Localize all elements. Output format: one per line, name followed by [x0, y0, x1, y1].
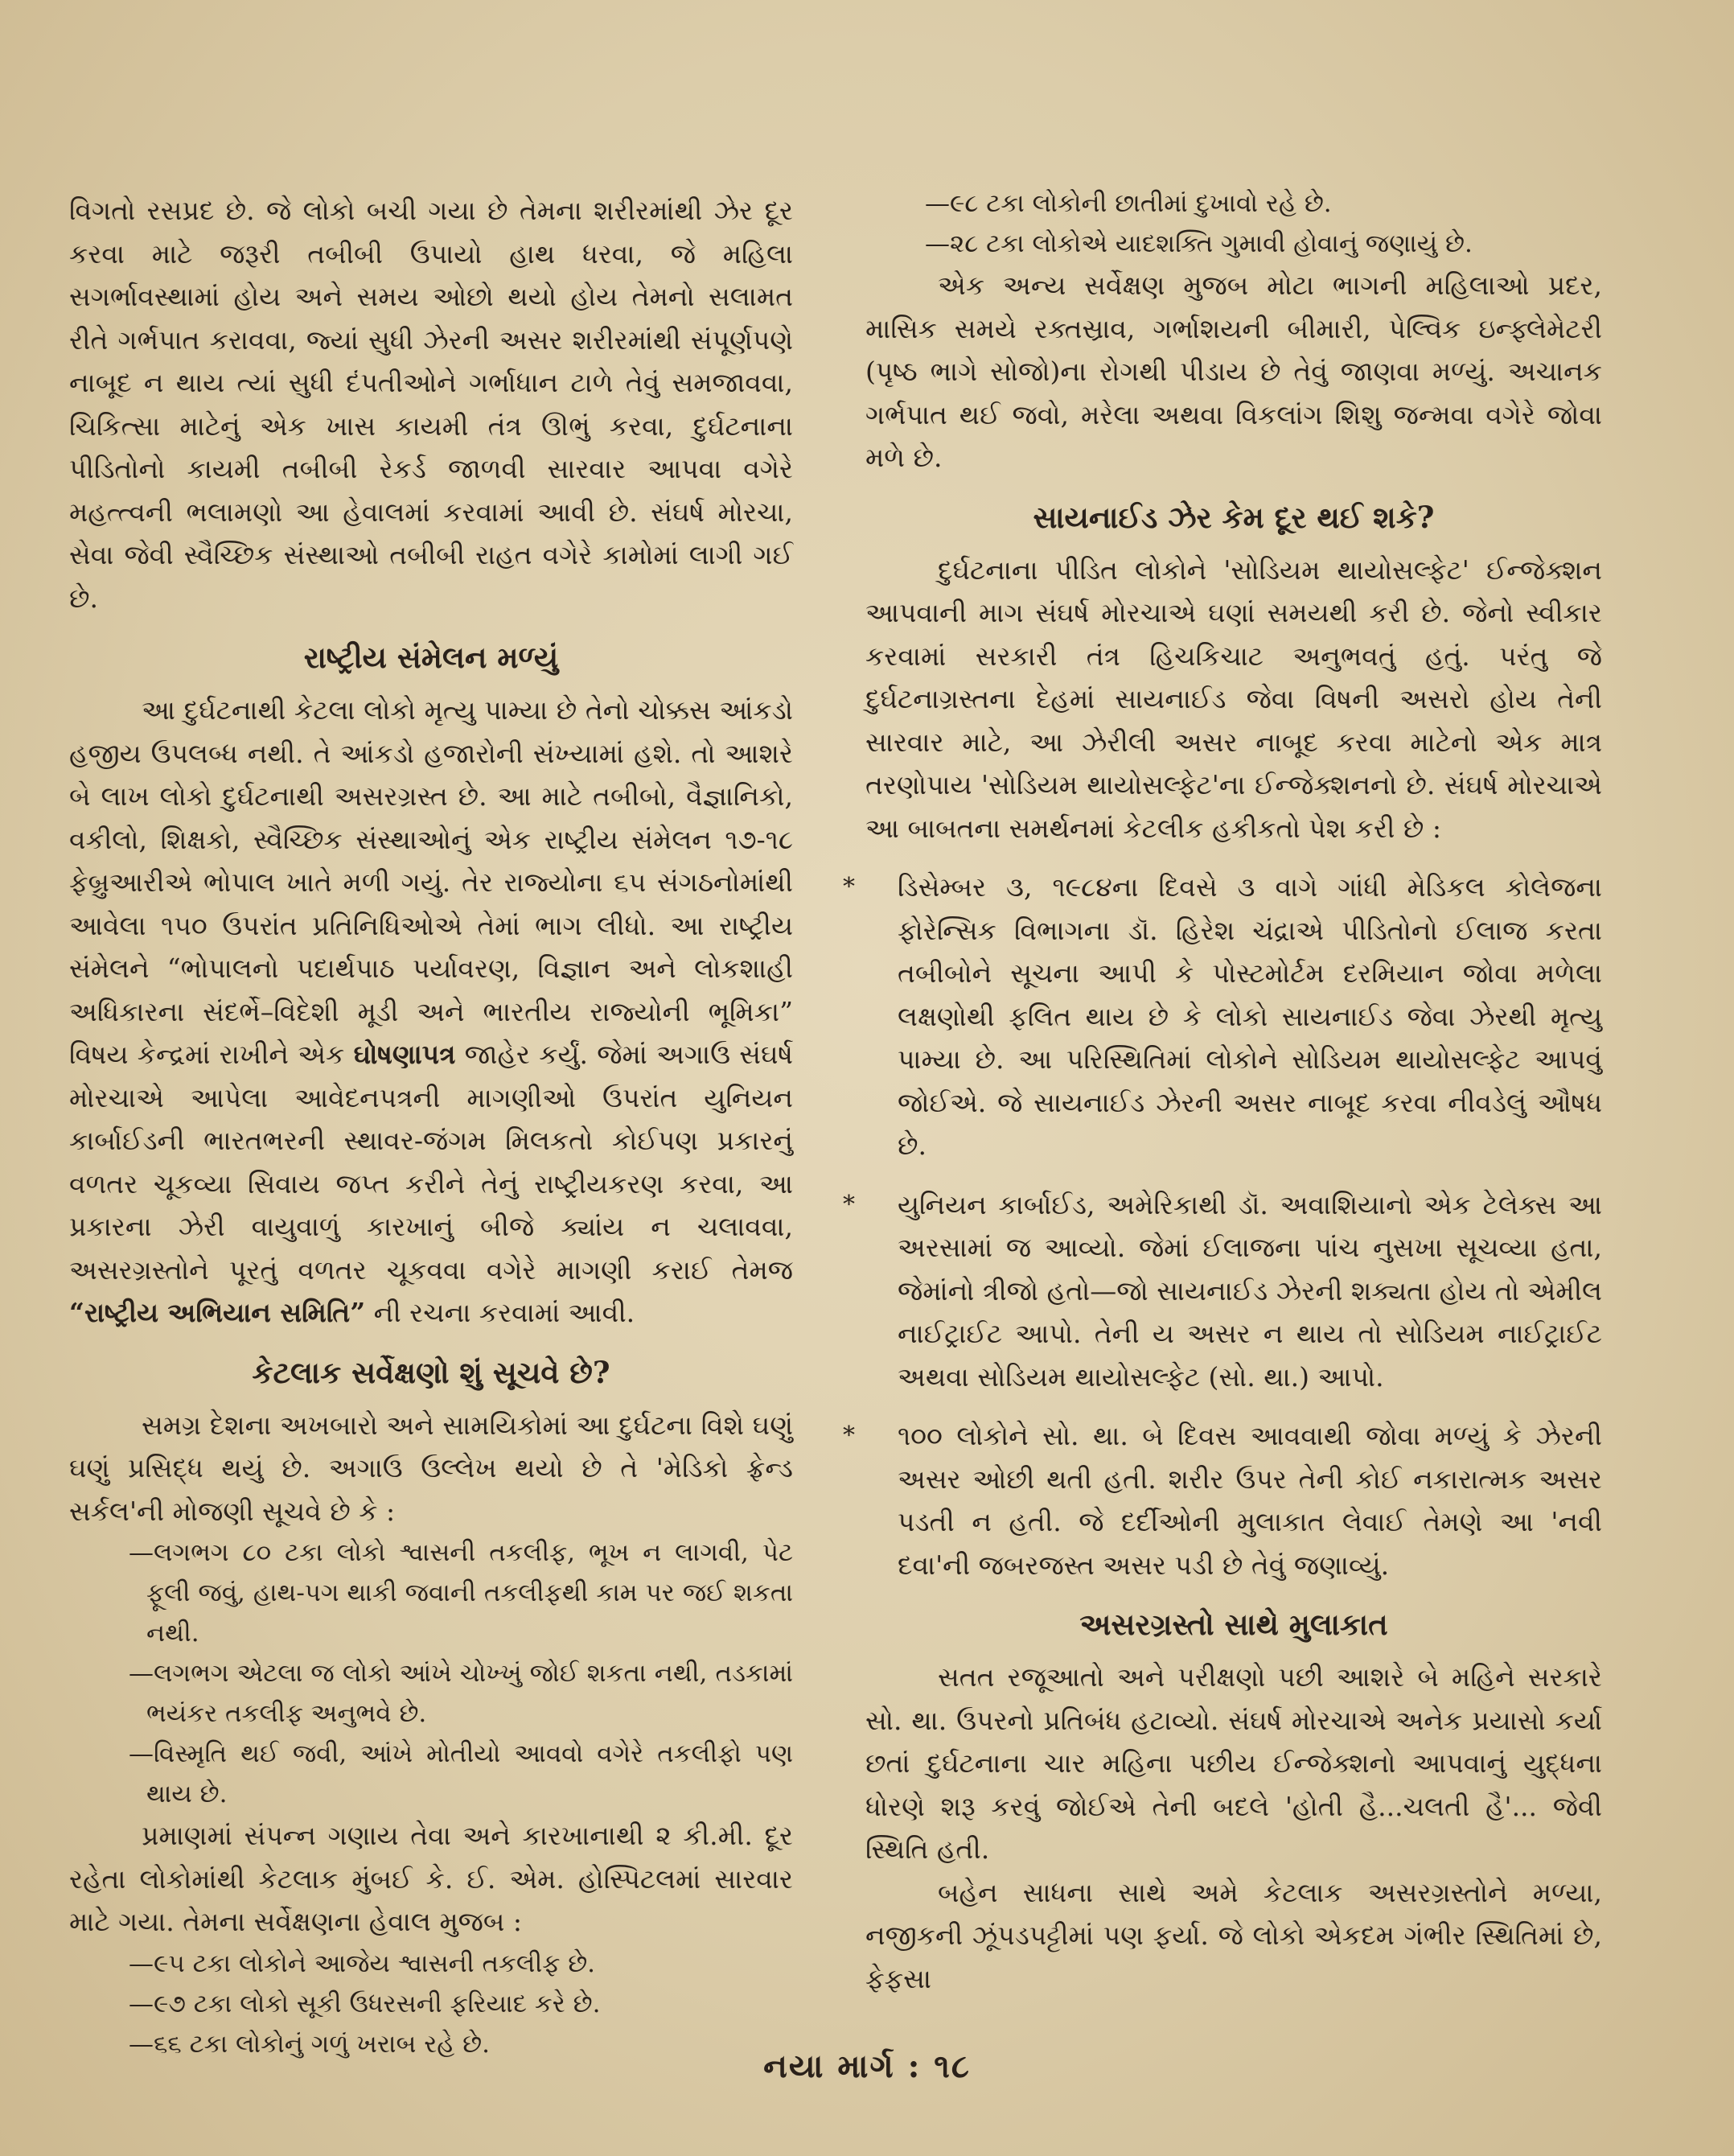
bullet-item	[843, 1414, 1602, 1586]
bullet-item	[843, 1183, 1602, 1399]
asterisk-icon: *	[843, 1422, 855, 1450]
section-heading: રાષ્ટ્રીય સંમેલન મળ્યું	[303, 640, 559, 675]
left-column	[69, 189, 793, 2064]
list-item: —લગભગ ૮૦ ટકા લોકો શ્વાસની તકલીફ, ભૂખ ન લાગવી, પેટ ફૂલી જવું, હાથ-પગ થાકી જવાની તકલીફથી કામ પર જઈ શકતા નથી.	[129, 1538, 793, 1648]
paragraph: દુર્ઘટનાના પીડિત લોકોને 'સોડિયમ થાયોસલ્ફેટ' ઈન્જેક્શન આપવાની માગ સંઘર્ષ મોરચાએ ઘણાં સમયથી કરી છે. જેનો સ્વીકાર કરવામાં સરકારી તંત્ર હિચકિચાટ અનુભવતું હતું. પરંતુ જે દુર્ઘટનાગ્રસ્તના દેહમાં સાયનાઈડ જેવા વિષની અસરો હોય તેની સારવાર માટે, આ ઝેરીલી અસર નાબૂદ કરવા માટેનો એક માત્ર તરણોપાય 'સોડિયમ થાયોસલ્ફેટ'ના ઈન્જેક્શનનો છે. સંઘર્ષ મોરચાએ આ બાબતના સમર્થનમાં કેટલીક હકીકતો પેશ કરી છે :	[865, 553, 1602, 844]
list-item: —વિસ્મૃતિ થઈ જવી, આંખે મોતીયો આવવો વગેરે તકલીફો પણ થાય છે.	[129, 1739, 793, 1808]
list-item: —૯૭ ટકા લોકો સૂકી ઉધરસની ફરિયાદ કરે છે.	[129, 1989, 601, 2018]
paragraph: એક અન્ય સર્વેક્ષણ મુજબ મોટા ભાગની મહિલાઓ પ્રદર, માસિક સમયે રક્તસ્રાવ, ગર્ભાશયની બીમારી, પેલ્વિક ઇન્ફ્લેમેટરી (પૃષ્ઠ ભાગે સોજો)ના રોગથી પીડાય છે તેવું જાણવા મળ્યું. અચાનક ગર્ભપાત થઈ જવો, મરેલા અથવા વિકલાંગ શિશુ જન્મવા વગેરે જોવા મળે છે.	[865, 270, 1602, 473]
section-heading: અસરગ્રસ્તો સાથે મુલાકાત	[1079, 1607, 1388, 1642]
asterisk-icon: *	[843, 873, 855, 901]
list-item: —૬૬ ટકા લોકોનું ગળું ખરાબ રહે છે.	[129, 2029, 490, 2059]
bullet-text: ડિસેમ્બર ૩, ૧૯૮૪ના દિવસે ૩ વાગે ગાંધી મેડિકલ કોલેજના ફોરેન્સિક વિભાગના ડૉ. હિરેશ ચંદ્રાએ પીડિતોનો ઈલાજ કરતા તબીબોને સૂચના આપી કે પોસ્ટમોર્ટમ દરમિયાન જોવા મળેલા લક્ષણોથી ફલિત થાય છે કે લોકો સાયનાઈડ જેવા ઝેરથી મૃત્યુ પામ્યા છે. આ પરિસ્થિતિમાં લોકોને સોડિયમ થાયોસલ્ફેટ આપવું જોઈએ. જે સાયનાઈડ ઝેરની અસર નાબૂદ કરવા નીવડેલું ઔષધ છે.	[898, 871, 1602, 1161]
asterisk-icon: *	[843, 1190, 855, 1219]
paragraph: સતત રજૂઆતો અને પરીક્ષણો પછી આશરે બે મહિને સરકારે સો. થા. ઉપરનો પ્રતિબંધ હટાવ્યો. સંઘર્ષ મોરચાએ અનેક પ્રયાસો કર્યા છતાં દુર્ઘટનાના ચાર મહિના પછીય ઈન્જેક્શનો આપવાનું યુદ્ધના ધોરણે શરૂ કરવું જોઈએ તેની બદલે 'હોતી હૈ...ચલતી હૈ'... જેવી સ્થિતિ હતી.	[865, 1661, 1602, 1865]
paragraph: વિગતો રસપ્રદ છે. જે લોકો બચી ગયા છે તેમના શરીરમાંથી ઝેર દૂર કરવા માટે જરૂરી તબીબી ઉપાયો હાથ ધરવા, જે મહિલા સગર્ભાવસ્થામાં હોય અને સમય ઓછો થયો હોય તેમનો સલામત રીતે ગર્ભપાત કરાવવા, જ્યાં સુધી ઝેરની અસર શરીરમાંથી સંપૂર્ણપણે નાબૂદ ન થાય ત્યાં સુધી દંપતીઓને ગર્ભાધાન ટાળે તેવું સમજાવવા, ચિકિત્સા માટેનું એક ખાસ કાયમી તંત્ર ઊભું કરવા, દુર્ઘટનાના પીડિતોનો કાયમી તબીબી રેકર્ડ જાળવી સારવાર આપવા વગેરે મહત્ત્વની ભલામણો આ હેવાલમાં કરવામાં આવી છે. સંઘર્ષ મોરચા, સેવા જેવી સ્વૈચ્છિક સંસ્થાઓ તબીબી રાહત વગેરે કામોમાં લાગી ગઈ છે.	[69, 195, 793, 614]
list-item: —૯૮ ટકા લોકોની છાતીમાં દુખાવો રહે છે.	[925, 189, 1332, 218]
paragraph: આ દુર્ઘટનાથી કેટલા લોકો મૃત્યુ પામ્યા છે તેનો ચોક્કસ આંકડો હજીય ઉપલબ્ધ નથી. તે આંકડો હજારોની સંખ્યામાં હશે. તો આશરે બે લાખ લોકો દુર્ઘટનાથી અસરગ્રસ્ત છે. આ માટે તબીબો, વૈજ્ઞાનિકો, વકીલો, શિક્ષકો, સ્વૈચ્છિક સંસ્થાઓનું એક રાષ્ટ્રીય સંમેલન ૧૭-૧૮ ફેબ્રુઆરીએ ભોપાલ ખાતે મળી ગયું. તેર રાજ્યોના ૬૫ સંગઠનોમાંથી આવેલા ૧૫૦ ઉપરાંત પ્રતિનિધિઓએ તેમાં ભાગ લીધો. આ રાષ્ટ્રીય સંમેલને “ભોપાલનો પદાર્થપાઠ પર્યાવરણ, વિજ્ઞાન અને લોકશાહી અધિકારના સંદર્ભે–વિદેશી મૂડી અને ભારતીય રાજ્યોની ભૂમિકા” વિષય કેન્દ્રમાં રાખીને એક ઘોષણાપત્ર જાહેર કર્યું. જેમાં અગાઉ સંઘર્ષ મોરચાએ આપેલા આવેદનપત્રની માગણીઓ ઉપરાંત યુનિયન કાર્બાઈડની ભારતભરની સ્થાવર-જંગમ મિલકતો કોઈપણ પ્રકારનું વળતર ચૂકવ્યા સિવાય જપ્ત કરીને તેનું રાષ્ટ્રીયકરણ કરવા, આ પ્રકારના ઝેરી વાયુવાળું કારખાનું બીજે ક્યાંય ન ચલાવવા, અસરગ્રસ્તોને પૂરતું વળતર ચૂકવવા વગેરે માગણી કરાઈ તેમજ “રાષ્ટ્રીય અભિયાન સમિતિ” ની રચના કરવામાં આવી.	[69, 694, 793, 1328]
list-item: —૨૮ ટકા લોકોએ યાદશક્તિ ગુમાવી હોવાનું જણાયું છે.	[925, 229, 1473, 258]
section-heading: કેટલાક સર્વેક્ષણો શું સૂચવે છે?	[252, 1354, 610, 1390]
bullet-text: યુનિયન કાર્બાઈડ, અમેરિકાથી ડૉ. અવાશિયાનો એક ટેલેક્સ આ અરસામાં જ આવ્યો. જેમાં ઈલાજના પાંચ નુસખા સૂચવ્યા હતા, જેમાંનો ત્રીજો હતો—જો સાયનાઈડ ઝેરની શક્યતા હોય તો એમીલ નાઈટ્રાઈટ આપો. તેની ય અસર ન થાય તો સોડિયમ નાઈટ્રાઈટ અથવા સોડિયમ થાયોસલ્ફેટ (સો. થા.) આપો.	[898, 1188, 1602, 1393]
list-item: —૯૫ ટકા લોકોને આજેય શ્વાસની તકલીફ છે.	[129, 1948, 596, 1978]
list-item: —લગભગ એટલા જ લોકો આંખે ચોખ્ખું જોઈ શકતા નથી, તડકામાં ભયંકર તકલીફ અનુભવે છે.	[129, 1659, 793, 1728]
page-footer: નયા માર્ગ : ૧૮	[763, 2047, 971, 2085]
paragraph: પ્રમાણમાં સંપન્ન ગણાય તેવા અને કારખાનાથી ૨ કી.મી. દૂર રહેતા લોકોમાંથી કેટલાક મુંબઈ કે. ઈ. એમ. હોસ્પિટલમાં સારવાર માટે ગયા. તેમના સર્વેક્ષણના હેવાલ મુજબ :	[69, 1820, 793, 1937]
bold-term: ઘોષણાપત્ર	[353, 1039, 456, 1070]
right-column	[843, 183, 1602, 2000]
paragraph: બહેન સાધના સાથે અમે કેટલાક અસરગ્રસ્તોને મળ્યા, નજીકની ઝૂંપડપટ્ટીમાં પણ ફર્યા. જે લોકો એકદમ ગંભીર સ્થિતિમાં છે, ફેફસા	[865, 1876, 1602, 1994]
bullet-text: ૧૦૦ લોકોને સો. થા. બે દિવસ આવવાથી જોવા મળ્યું કે ઝેરની અસર ઓછી થતી હતી. શરીર ઉપર તેની કોઈ નકારાત્મક અસર પડતી ન હતી. જે દર્દીઓની મુલાકાત લેવાઈ તેમણે આ 'નવી દવા'ની જબરજસ્ત અસર પડી છે તેવું જણાવ્યું.	[898, 1420, 1602, 1581]
bullet-item	[843, 866, 1602, 1167]
section-heading: સાયનાઈડ ઝેર કેમ દૂર થઈ શકે?	[1033, 499, 1435, 535]
bold-term: “રાષ્ટ્રીય અભિયાન સમિતિ”	[69, 1297, 366, 1328]
paragraph: સમગ્ર દેશના અખબારો અને સામયિકોમાં આ દુર્ઘટના વિશે ઘણું ઘણું પ્રસિદ્ધ થયું છે. અગાઉ ઉલ્લેખ થયો છે તે 'મેડિકો ફ્રેન્ડ સર્કલ'ની મોજણી સૂચવે છે કે :	[69, 1409, 793, 1527]
